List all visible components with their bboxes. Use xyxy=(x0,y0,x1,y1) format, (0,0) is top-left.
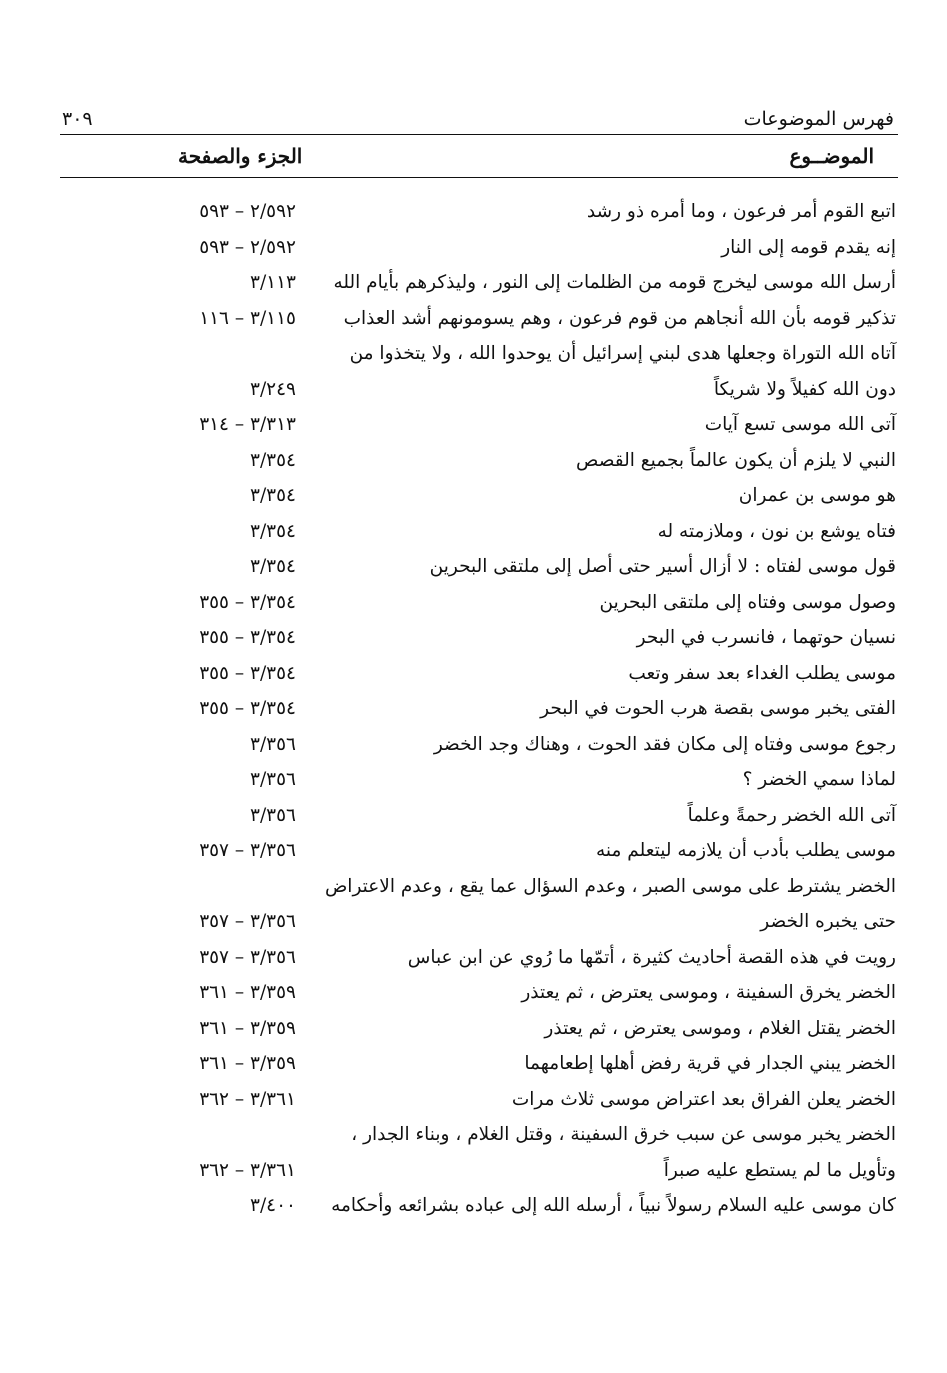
entry-reference xyxy=(60,592,356,613)
index-entry xyxy=(60,798,898,834)
entry-topic: الخضر يشترط على موسى الصبر ، وعدم السؤال عما يقع ، وعدم الاعتراض xyxy=(324,875,896,897)
entry-reference xyxy=(60,805,356,826)
entry-topic: كان موسى عليه السلام رسولاً نبياً ، أرسله الله إلى عباده بشرائعه وأحكامه xyxy=(331,1195,896,1217)
entry-reference-text: ٣/٣٦١ – ٣٦٢ xyxy=(199,1159,296,1181)
entry-reference xyxy=(60,1053,356,1074)
entry-reference xyxy=(60,272,333,293)
entry-reference xyxy=(60,379,356,400)
entry-reference xyxy=(60,1160,356,1181)
index-entry xyxy=(60,975,898,1011)
entry-reference xyxy=(60,947,356,968)
index-entry xyxy=(60,1011,898,1047)
entry-reference xyxy=(60,201,356,222)
entry-topic: رويت في هذه القصة أحاديث كثيرة ، أتمّها ما رُوي عن ابن عباس xyxy=(407,946,896,968)
entry-reference-text: ٣/٣٥٤ xyxy=(250,485,296,507)
reference-column-heading: الجزء والصفحة xyxy=(178,144,303,168)
index-entry xyxy=(60,372,898,408)
index-entry xyxy=(60,691,898,727)
entry-topic: النبي لا يلزم أن يكون عالماً بجميع القصص xyxy=(576,449,896,471)
index-entry xyxy=(60,336,898,372)
entry-topic: موسى يطلب الغداء بعد سفر وتعب xyxy=(628,662,896,684)
entry-topic: دون الله كفيلاً ولا شريكاً xyxy=(713,378,896,400)
entry-topic: الخضر يعلن الفراق بعد اعتراض موسى ثلاث مرات xyxy=(511,1088,896,1110)
index-entry xyxy=(60,1082,898,1118)
entry-reference xyxy=(60,414,356,435)
entry-reference xyxy=(60,237,356,258)
entry-reference-text: ٣/٣٥٤ – ٣٥٥ xyxy=(199,591,296,613)
column-heading-rule xyxy=(60,177,898,178)
entry-topic: الخضر يبني الجدار في قرية رفض أهلها إطعامهما xyxy=(524,1053,896,1075)
entry-topic: نسيان حوتهما ، فانسرب في البحر xyxy=(636,627,896,649)
entry-reference xyxy=(60,698,356,719)
entry-reference-text: ٣/٣١٣ – ٣١٤ xyxy=(199,414,296,436)
entry-topic: اتبع القوم أمر فرعون ، وما أمره ذو رشد xyxy=(586,201,896,223)
entry-topic: رجوع موسى وفتاه إلى مكان فقد الحوت ، وهناك وجد الخضر xyxy=(433,733,896,755)
entry-reference xyxy=(60,876,325,897)
entry-reference xyxy=(60,450,356,471)
entry-topic: تذكير قومه بأن الله أنجاهم من قوم فرعون ، وهم يسومونهم أشد العذاب xyxy=(343,307,896,329)
column-headings xyxy=(60,135,898,177)
index-entry xyxy=(60,301,898,337)
index-entry xyxy=(60,904,898,940)
index-entry xyxy=(60,407,898,443)
entry-reference xyxy=(60,734,356,755)
entry-topic: إنه يقدم قومه إلى النار xyxy=(721,236,896,258)
entry-reference-text: ٣/٣٥٤ – ٣٥٥ xyxy=(199,662,296,684)
index-entry xyxy=(60,265,898,301)
entry-reference xyxy=(60,308,344,329)
entry-reference-text: ٣/١١٥ – ١١٦ xyxy=(199,307,296,329)
entry-reference xyxy=(60,1089,356,1110)
index-entry xyxy=(60,869,898,905)
index-entry xyxy=(60,620,898,656)
entry-topic: الفتى يخبر موسى بقصة هرب الحوت في البحر xyxy=(540,698,896,720)
index-entry xyxy=(60,549,898,585)
index-entry xyxy=(60,1117,898,1153)
entry-reference xyxy=(60,769,356,790)
entry-reference-text: ٣/٤٠٠ xyxy=(250,1195,296,1217)
entry-reference-text: ٣/٣٥٩ – ٣٦١ xyxy=(199,982,296,1004)
entry-reference xyxy=(60,556,356,577)
entry-reference xyxy=(60,343,350,364)
index-entry xyxy=(60,514,898,550)
entry-topic: وتأويل ما لم يستطع عليه صبراً xyxy=(663,1159,896,1181)
index-entry xyxy=(60,194,898,230)
entry-topic: هو موسى بن عمران xyxy=(738,485,896,507)
entry-topic: آتى الله الخضر رحمةً وعلماً xyxy=(687,804,896,826)
entry-reference-text: ٣/٣٥٤ xyxy=(250,520,296,542)
entry-topic: حتى يخبره الخضر xyxy=(760,911,896,933)
entry-reference xyxy=(60,663,356,684)
entry-topic: فتاه يوشع بن نون ، وملازمته له xyxy=(657,520,896,542)
running-header xyxy=(60,96,898,130)
entry-reference xyxy=(60,627,356,648)
entry-reference-text: ٣/٣٥٤ xyxy=(250,449,296,471)
entry-topic: أرسل الله موسى ليخرج قومه من الظلمات إلى النور ، وليذكرهم بأيام الله xyxy=(333,272,896,294)
entry-reference-text: ٣/٣٥٩ – ٣٦١ xyxy=(199,1053,296,1075)
topic-column-heading: الموضــوع xyxy=(789,144,874,168)
index-entry xyxy=(60,1046,898,1082)
entry-topic: الخضر يخبر موسى عن سبب خرق السفينة ، وقتل الغلام ، وبناء الجدار ، xyxy=(351,1124,896,1146)
entry-reference xyxy=(60,521,356,542)
entry-topic: لماذا سمي الخضر ؟ xyxy=(742,769,896,791)
entry-reference-text: ٣/٣٥٤ – ٣٥٥ xyxy=(199,698,296,720)
entry-reference-text: ٣/٣٥٦ – ٣٥٧ xyxy=(199,840,296,862)
entry-topic: آتاه الله التوراة وجعلها هدى لبني إسرائيل أن يوحدوا الله ، ولا يتخذوا من xyxy=(349,343,896,365)
entry-reference-text: ٣/٣٥٤ – ٣٥٥ xyxy=(199,627,296,649)
entry-reference-text: ٣/٣٥٦ – ٣٥٧ xyxy=(199,946,296,968)
entry-reference-text: ٢/٥٩٢ – ٥٩٣ xyxy=(199,201,296,223)
entry-reference xyxy=(60,982,356,1003)
entry-topic: قول موسى لفتاه : لا أزال أسير حتى أصل إلى ملتقى البحرين xyxy=(429,556,896,578)
entry-reference xyxy=(60,485,356,506)
index-page xyxy=(60,96,898,1224)
index-entry xyxy=(60,762,898,798)
entry-reference xyxy=(60,840,356,861)
entry-topic: الخضر يقتل الغلام ، وموسى يعترض ، ثم يعتذر xyxy=(544,1017,896,1039)
index-entry xyxy=(60,230,898,266)
entry-reference-text: ٣/٣٥٩ – ٣٦١ xyxy=(199,1017,296,1039)
entry-reference-text: ٣/٣٦١ – ٣٦٢ xyxy=(199,1088,296,1110)
index-entry xyxy=(60,1153,898,1189)
page-number: ٣٠٩ xyxy=(62,108,93,130)
entry-topic: وصول موسى وفتاه إلى ملتقى البحرين xyxy=(599,591,896,613)
entry-reference xyxy=(60,1124,351,1145)
index-entry xyxy=(60,443,898,479)
index-entry xyxy=(60,478,898,514)
index-entry xyxy=(60,1188,898,1224)
entry-reference-text: ٣/٣٥٦ – ٣٥٧ xyxy=(199,911,296,933)
entry-reference-text: ٣/١١٣ xyxy=(250,272,296,294)
entry-reference xyxy=(60,1195,331,1216)
index-entry xyxy=(60,585,898,621)
index-entry xyxy=(60,727,898,763)
entry-topic: الخضر يخرق السفينة ، وموسى يعترض ، ثم يعتذر xyxy=(521,982,896,1004)
entry-reference xyxy=(60,911,356,932)
index-entry xyxy=(60,656,898,692)
entry-topic: موسى يطلب بأدب أن يلازمه ليتعلم منه xyxy=(596,840,896,862)
index-entry xyxy=(60,940,898,976)
entry-reference-text: ٢/٥٩٢ – ٥٩٣ xyxy=(199,236,296,258)
entry-topic: آتى الله موسى تسع آيات xyxy=(704,414,896,436)
entry-reference-text: ٣/٣٥٤ xyxy=(250,556,296,578)
entry-reference-text: ٣/٣٥٦ xyxy=(250,769,296,791)
running-title: فهرس الموضوعات xyxy=(743,108,894,130)
entry-reference-text: ٣/٣٥٦ xyxy=(250,804,296,826)
index-entries xyxy=(60,194,898,1224)
entry-reference xyxy=(60,1018,356,1039)
entry-reference-text: ٣/٢٤٩ xyxy=(250,378,296,400)
index-entry xyxy=(60,833,898,869)
entry-reference-text: ٣/٣٥٦ xyxy=(250,733,296,755)
